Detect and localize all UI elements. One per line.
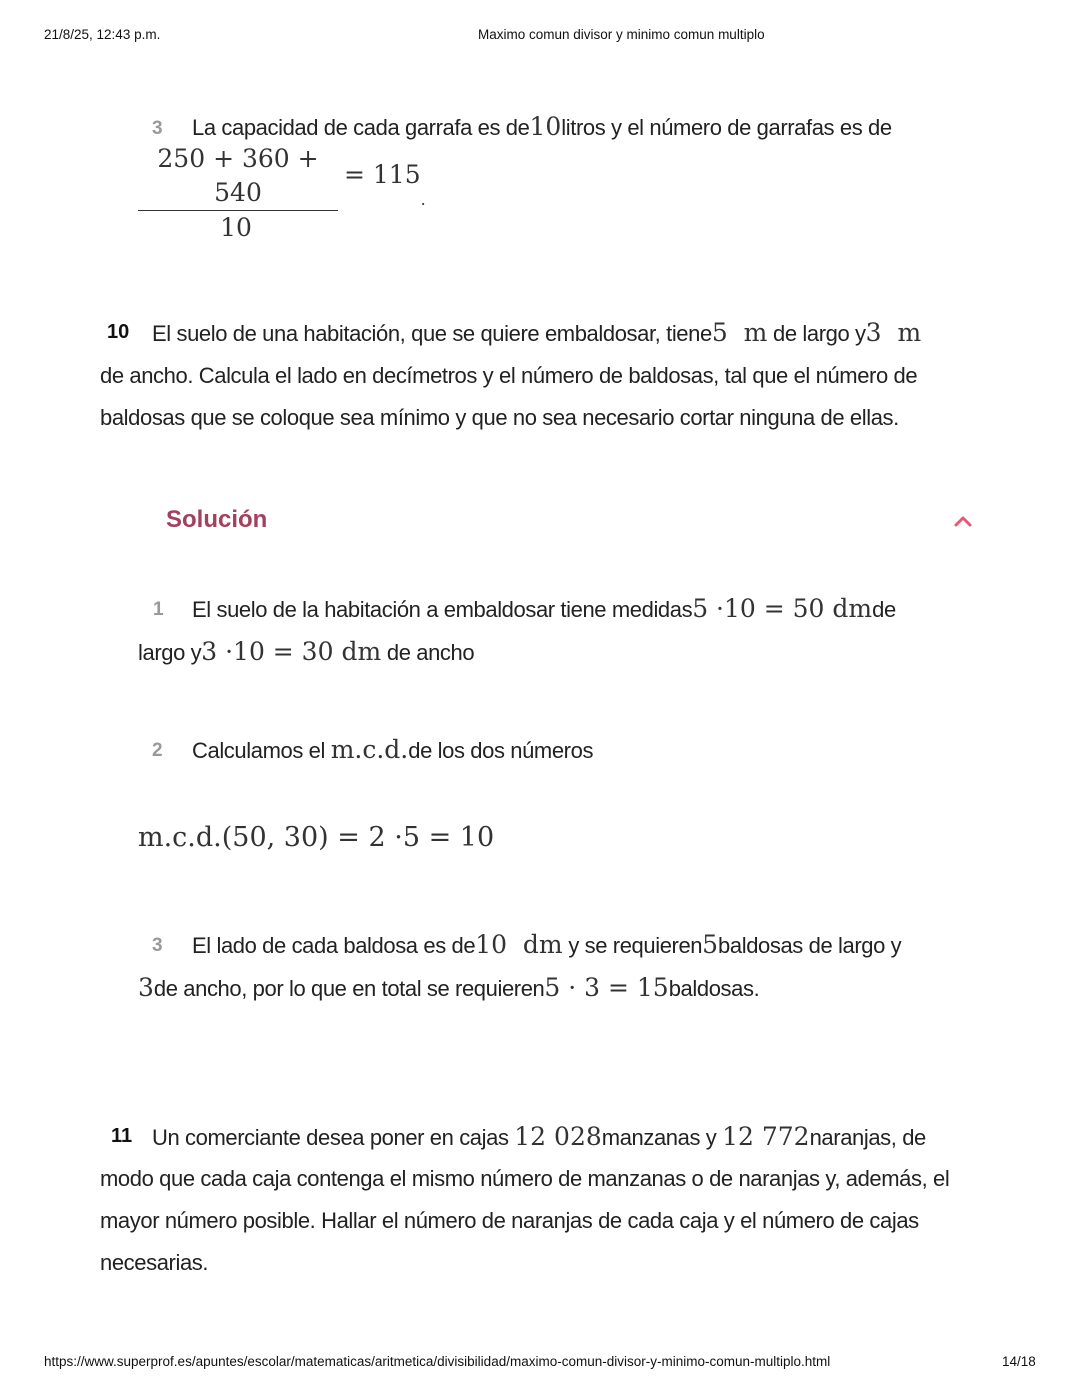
- fraction-result: = $115_.$: [344, 160, 426, 209]
- step-text: El suelo de la habitación a embaldosar tiene medidas5 ·10 = 50 dmde: [192, 594, 896, 623]
- page-number: 14/18: [1002, 1354, 1036, 1369]
- problem-number: 10: [107, 321, 130, 343]
- step-text: La capacidad de cada garrafa es de10litros y el número de garrafas es de: [192, 112, 892, 141]
- problem-text: Un comerciante desea poner en cajas 12 028manzanas y 12 772naranjas, de: [152, 1122, 926, 1151]
- step-text: Calculamos el m.c.d.de los dos números: [192, 735, 594, 764]
- fraction-formula: [138, 142, 426, 245]
- solution-heading[interactable]: Solución: [166, 506, 268, 533]
- problem-number: 11: [111, 1125, 133, 1147]
- step-number: 2: [152, 740, 163, 761]
- step-number: 3: [152, 935, 163, 956]
- step-text: El lado de cada baldosa es de10 dm y se requieren5baldosas de largo y: [192, 930, 902, 959]
- step-number: 3: [152, 118, 163, 139]
- step-text: largo y3 ·10 = 30 dm de ancho: [138, 637, 475, 666]
- step-number: 1: [153, 599, 164, 620]
- problem-text: de ancho. Calcula el lado en decímetros y el número de baldosas, tal que el número de: [100, 363, 918, 388]
- print-title: Maximo comun divisor y minimo comun multiplo: [478, 27, 765, 42]
- page-url: https://www.superprof.es/apuntes/escolar/matematicas/aritmetica/divisibilidad/maximo-comun-divisor-y-minimo-comun-multiplo.html: [44, 1354, 831, 1369]
- problem-text: baldosas que se coloque sea mínimo y que no sea necesario cortar ninguna de ellas.: [100, 405, 899, 430]
- mcd-formula: m.c.d.(50, 30) = 2 ·5 = 10: [138, 822, 495, 853]
- problem-text: mayor número posible. Hallar el número de naranjas de cada caja y el número de cajas: [100, 1208, 919, 1233]
- problem-text: El suelo de una habitación, que se quiere embaldosar, tiene5 m de largo y3 m: [152, 318, 922, 347]
- problem-text: modo que cada caja contenga el mismo número de manzanas o de naranjas y, además, el: [100, 1166, 950, 1191]
- numerator: 250 + 360 + 540: [138, 142, 338, 211]
- problem-text: necesarias.: [100, 1250, 209, 1275]
- step-text: 3de ancho, por lo que en total se requieren5 · 3 = 15baldosas.: [138, 973, 760, 1002]
- denominator: 10: [220, 213, 252, 242]
- print-datetime: 21/8/25, 12:43 p.m.: [44, 27, 161, 42]
- chevron-up-icon[interactable]: [952, 510, 974, 532]
